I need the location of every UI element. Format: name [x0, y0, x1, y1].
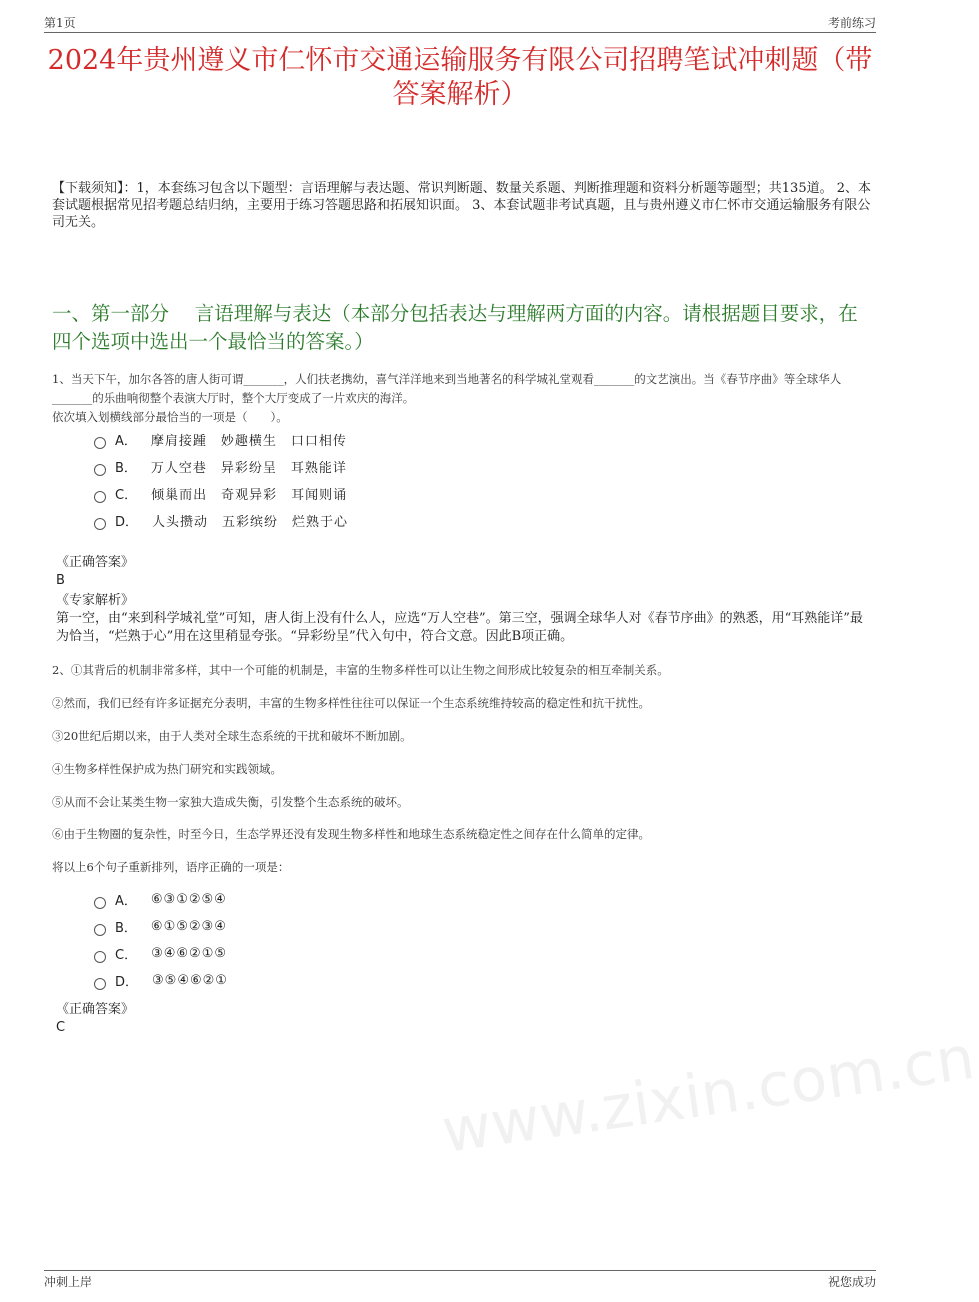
question-2-prompt: 将以上6个句子重新排列，语序正确的一项是：: [52, 860, 290, 874]
question-2-sentence: ⑥由于生物圈的复杂性，时至今日，生态学界还没有发现生物多样性和地球生态系统稳定性之间存在什么简单的定律。: [52, 827, 650, 841]
option-c[interactable]: C． 倾巢而出 奇观异彩 耳闻则诵: [94, 480, 348, 507]
option-d[interactable]: D． 人头攒动 五彩缤纷 烂熟于心: [94, 507, 348, 534]
radio-icon[interactable]: [94, 951, 106, 963]
option-a[interactable]: A． ⑥③①②⑤④: [94, 886, 228, 913]
document-title: 2024年贵州遵义市仁怀市交通运输服务有限公司招聘笔试冲刺题（带答案解析）: [47, 45, 873, 110]
question-2-sentence: ②然而，我们已经有许多证据充分表明，丰富的生物多样性往往可以保证一个生态系统维持较高的稳定性和抗干扰性。: [52, 696, 650, 710]
option-d[interactable]: D． ③⑤④⑥②①: [94, 967, 228, 994]
question-2-sentence: ④生物多样性保护成为热门研究和实践领域。: [52, 762, 282, 776]
radio-icon[interactable]: [94, 491, 106, 503]
download-notice: 【下载须知】：1，本套练习包含以下题型：言语理解与表达题、常识判断题、数量关系题、判断推理题和资料分析题等题型；共135道。 2、本套试题根据常见招考题总结归纳，主要用于练习答题思路和拓展知识面。 3、本套试题非考试真题，且与贵州遵义市仁怀市交通运输服务有限公司无关。: [52, 181, 871, 230]
question-2-sentence: 2、①其背后的机制非常多样，其中一个可能的机制是，丰富的生物多样性可以让生物之间形成比较复杂的相互牵制关系。: [52, 663, 669, 677]
question-1-instruction: 依次填入划横线部分最恰当的一项是（ ）。: [52, 410, 288, 424]
option-b[interactable]: B． ⑥①⑤②③④: [94, 913, 228, 940]
radio-icon[interactable]: [94, 924, 106, 936]
radio-icon[interactable]: [94, 464, 106, 476]
radio-icon[interactable]: [94, 518, 106, 530]
page-header: [44, 12, 876, 33]
page-number: 第1页: [44, 16, 76, 30]
section-title: 一、第一部分 言语理解与表达（本部分包括表达与理解两方面的内容。请根据题目要求，在四个选项中选出一个最恰当的答案。）: [52, 302, 858, 353]
footer-left: 冲刺上岸: [44, 1275, 93, 1289]
question-2-options: [94, 886, 228, 994]
radio-icon[interactable]: [94, 897, 106, 909]
option-a[interactable]: A． 摩肩接踵 妙趣横生 口口相传: [94, 426, 348, 453]
question-2-sentence: ③20世纪后期以来，由于人类对全球生态系统的干扰和破坏不断加剧。: [52, 729, 412, 743]
radio-icon[interactable]: [94, 978, 106, 990]
analysis-label: 《专家解析》: [56, 593, 135, 608]
question-1-options: [94, 426, 348, 534]
page-footer: [44, 1270, 876, 1291]
question-2-sentence: ⑤从而不会让某类生物一家独大造成失衡，引发整个生态系统的破坏。: [52, 795, 409, 809]
header-tag: 考前练习: [827, 16, 876, 30]
radio-icon[interactable]: [94, 437, 106, 449]
footer-right: 祝您成功: [827, 1275, 876, 1289]
option-b[interactable]: B． 万人空巷 异彩纷呈 耳熟能详: [94, 453, 348, 480]
question-1-text: 1、当天下午，加尔各答的唐人街可谓_______，人们扶老携幼，喜气洋洋地来到当地著名的科学城礼堂观看_______的文艺演出。当《春节序曲》等全球华人_______的乐曲响彻整个表演大厅时，整个大厅变成了一片欢庆的海洋。: [52, 372, 842, 405]
answer-label: 《正确答案》: [56, 555, 135, 570]
answer-label: 《正确答案》: [56, 1002, 135, 1017]
answer-value: C: [56, 1020, 66, 1035]
answer-value: B: [56, 573, 65, 588]
watermark: www.zixin.com.cn: [437, 1023, 979, 1167]
analysis-text: 第一空，由“来到科学城礼堂”可知，唐人街上没有什么人，应选“万人空巷”。第三空，强调全球华人对《春节序曲》的熟悉，用“耳熟能详”最为恰当，“烂熟于心”用在这里稍显夸张。“异彩纷呈”代入句中，符合文意。因此B项正确。: [56, 611, 863, 644]
option-c[interactable]: C． ③④⑥②①⑤: [94, 940, 228, 967]
